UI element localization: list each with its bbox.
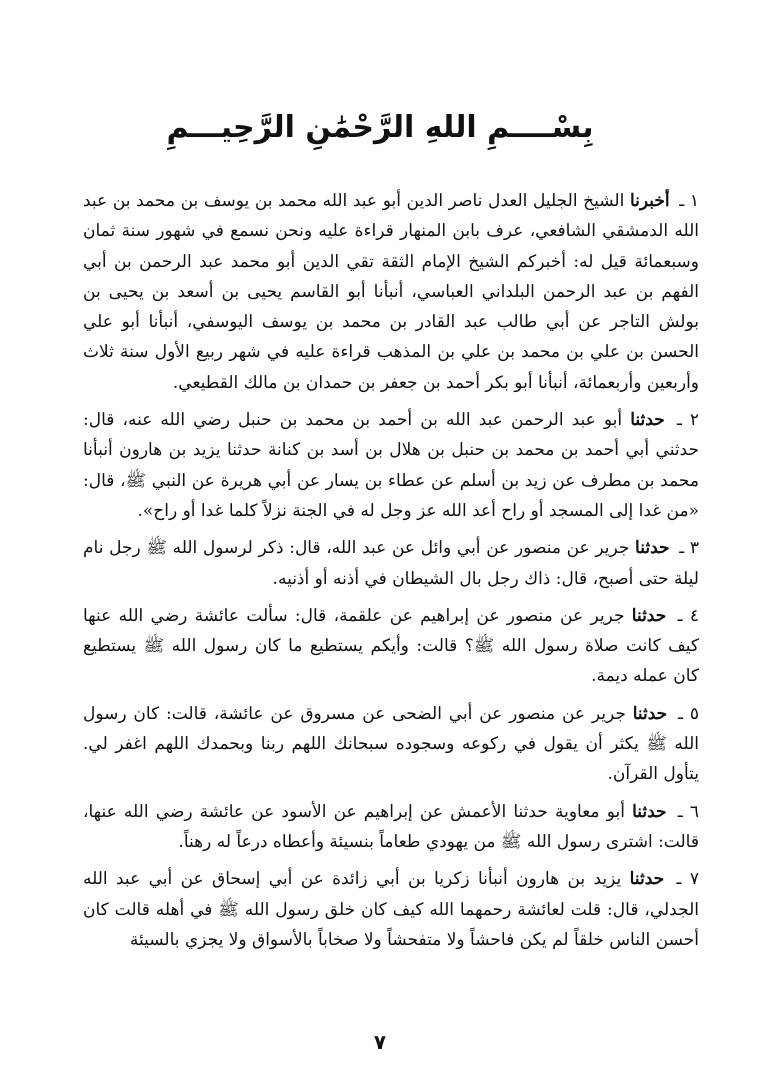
hadith-number: ١ ـ	[679, 191, 699, 211]
hadith-number: ٤ ـ	[677, 605, 699, 626]
hadith-number: ٥ ـ	[678, 703, 700, 724]
hadith-keyword: أخبرنا	[629, 191, 670, 211]
hadith-number: ٢ ـ	[676, 410, 700, 431]
hadith-paragraph-2	[83, 405, 699, 526]
hadith-text: جرير عن منصور عن أبي الضحى عن مسروق عن عائشة، قالت: كان رسول الله ﷺ يكثر أن يقول في ركوعه وسجوده سبحانك اللهم ربنا وبحمدك اللهم اغفر لي. يتأول القرآن.	[83, 703, 699, 785]
hadith-paragraph-1	[83, 186, 699, 398]
hadith-text: أبو معاوية حدثنا الأعمش عن إبراهيم عن الأسود عن عائشة رضي الله عنها، قالت: اشترى رسول الله ﷺ من يهودي طعاماً بنسيئة وأعطاه درعاً له رهناً.	[83, 801, 699, 852]
hadith-text: الشيخ الجليل العدل ناصر الدين أبو عبد الله محمد بن يوسف بن محمد بن عبد الله الدمشقي الشافعي، عرف بابن المنهار قراءة عليه ونحن نسمع في شهور سنة ثمان وسبعمائة قيل له: أخبركم الشيخ الإمام الثقة تقي الدين أبو محمد عبد الرحمن بن أبي الفهم بن عبد الرحمن البلداني العباسي، أنبأنا أبو القاسم يحيى بن أسعد بن يحيى بن بولش التاجر عن أبي طالب عبد القادر بن محمد بن يوسف اليوسفي، أنبأنا أبو علي الحسن بن علي بن محمد بن علي بن المذهب قراءة عليه في شهر ربيع الأول سنة ثلاث وأربعين وأربعمائة، أنبأنا أبو بكر أحمد بن جعفر بن حمدان بن مالك القطيعي.	[83, 191, 699, 393]
hadith-keyword: حدثنا	[631, 605, 667, 626]
hadith-keyword: حدثنا	[630, 410, 665, 431]
hadith-text: جرير عن منصور عن أبي وائل عن عبد الله، قال: ذكر لرسول الله ﷺ رجل نام ليلة حتى أصبح، قال: ذاك رجل بال الشيطان في أذنه أو أذنيه.	[83, 538, 699, 589]
hadith-paragraph-7	[83, 864, 699, 955]
hadith-paragraph-4	[83, 601, 699, 692]
hadith-keyword: حدثنا	[632, 801, 667, 822]
hadith-keyword: حدثنا	[629, 869, 665, 890]
hadith-text: جرير عن منصور عن إبراهيم عن علقمة، قال: سألت عائشة رضي الله عنها كيف كانت صلاة رسول الله ﷺ؟ قالت: وأيكم يستطيع ما كان رسول الله ﷺ يستطيع كان عمله ديمة.	[83, 605, 699, 687]
hadith-keyword: حدثنا	[632, 703, 668, 724]
hadith-keyword: حدثنا	[635, 538, 670, 559]
hadith-paragraph-6	[83, 797, 699, 858]
basmala-heading: بِسْــــمِ اللهِ الرَّحْمَٰنِ الرَّحِيـــمِ	[166, 110, 594, 145]
hadith-paragraph-5	[83, 699, 699, 790]
hadith-number: ٧ ـ	[676, 869, 700, 890]
hadith-number: ٦ ـ	[677, 801, 700, 822]
hadith-text-body	[83, 186, 699, 962]
page-number: ٧	[373, 1030, 387, 1054]
hadith-number: ٣ ـ	[679, 538, 699, 559]
hadith-paragraph-3	[83, 533, 699, 594]
hadith-text: أبو عبد الرحمن عبد الله بن أحمد بن محمد بن حنبل رضي الله عنه، قال: حدثني أبي أحمد بن محمد بن حنبل بن هلال بن أسد بن كنانة حدثنا يزيد بن هارون أنبأنا محمد بن مطرف عن زيد بن أسلم عن عطاء بن يسار عن أبي هريرة عن النبي ﷺ، قال: «من غدا إلى المسجد أو راح أعد الله عز وجل له في الجنة نزلاً كلما غدا أو راح».	[83, 410, 699, 521]
hadith-text: يزيد بن هارون أنبأنا زكريا بن أبي زائدة عن أبي إسحاق عن أبي عبد الله الجدلي، قال: قلت لعائشة رحمهما الله كيف كان خلق رسول الله ﷺ في أهله قالت كان أحسن الناس خلقاً لم يكن فاحشاً ولا متفحشاً ولا صخاباً بالأسواق ولا يجزي بالسيئة	[83, 869, 699, 950]
